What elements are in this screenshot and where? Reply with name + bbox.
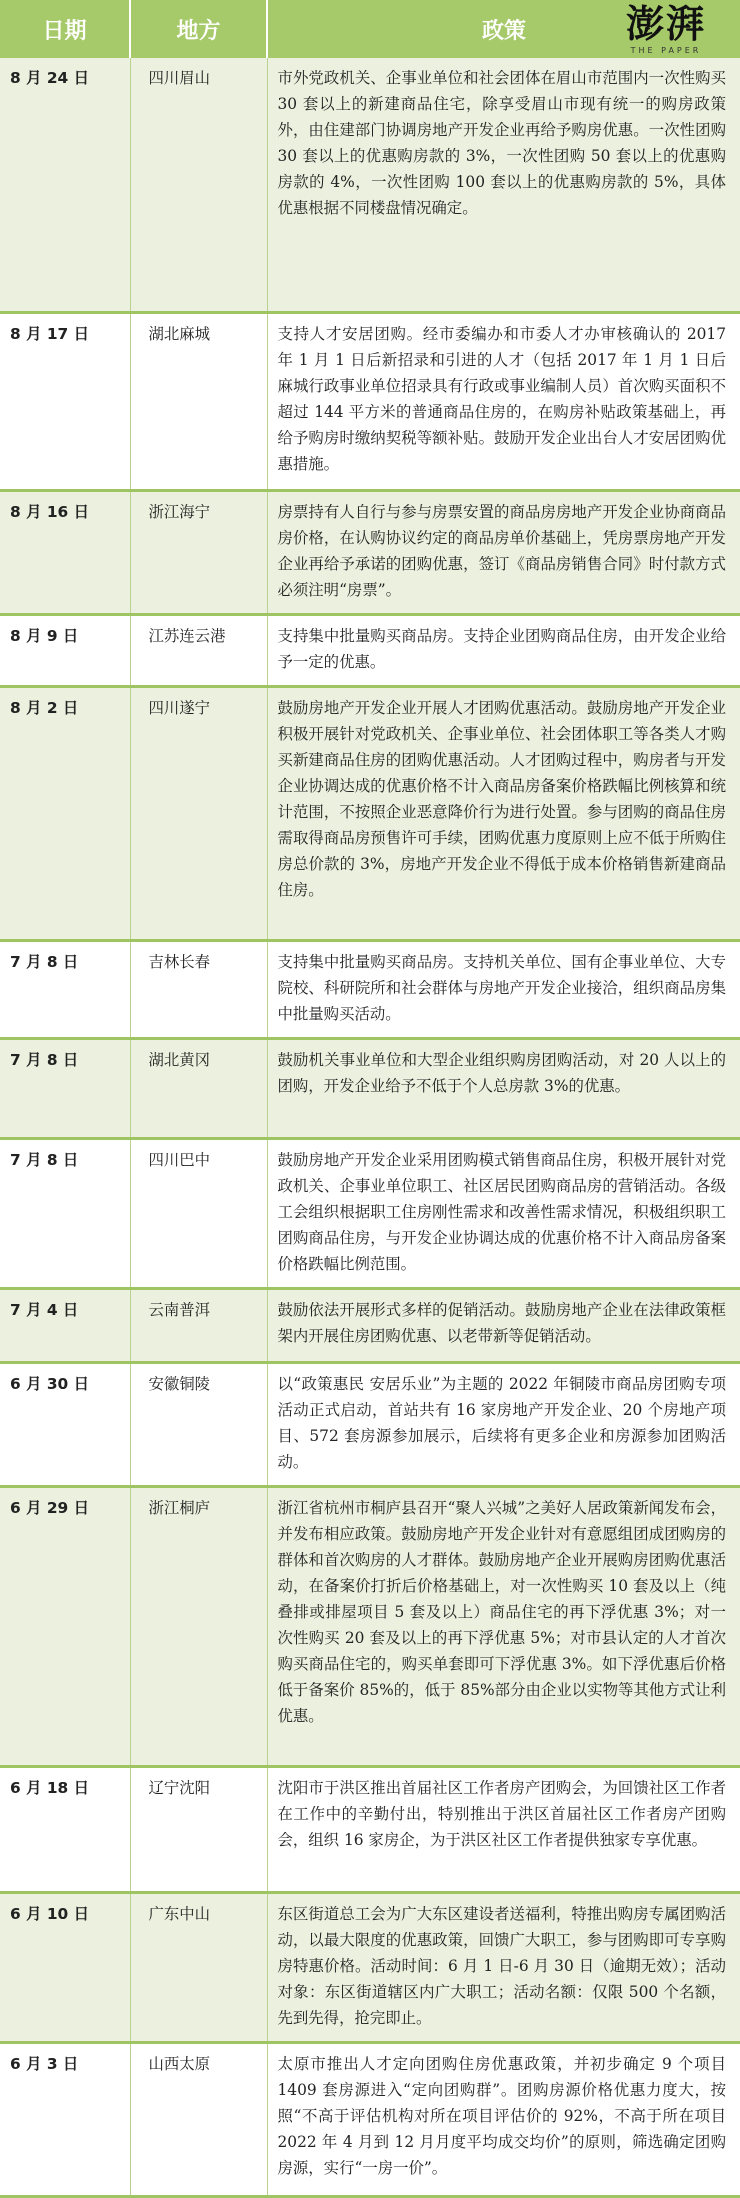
table-row: [0, 1288, 740, 1362]
thepaper-logo: [600, 2, 732, 58]
row-place: 辽宁沈阳: [130, 1766, 267, 1892]
row-policy: 支持人才安居团购。经市委编办和市委人才办审核确认的 2017 年 1 月 1 日后新招录和引进的人才（包括 2017 年 1 月 1 日后麻城行政事业单位招录具有行政或事业编制人员）首次购买面积不超过 144 平方米的普通商品住房的，在购房补贴政策基础上，再给予购房时缴纳契税等额补贴。鼓励开发企业出台人才安居团购优惠措施。: [267, 312, 740, 490]
logo-wordmark: 澎湃: [625, 1, 706, 46]
row-policy: 市外党政机关、企事业单位和社会团体在眉山市范围内一次性购买 30 套以上的新建商品住宅，除享受眉山市现有统一的购房政策外，由住建部门协调房地产开发企业再给予购房优惠。一次性团购 30 套以上的优惠购房款的 3%，一次性团购 50 套以上的优惠购房款的 4%，一次性团购 100 套以上的优惠购房款的 5%，具体优惠根据不同楼盘情况确定。: [267, 58, 740, 312]
table-row: [0, 1362, 740, 1486]
table-row: [0, 1486, 740, 1766]
row-place: 湖北黄冈: [130, 1038, 267, 1138]
row-policy: 鼓励房地产开发企业开展人才团购优惠活动。鼓励房地产开发企业积极开展针对党政机关、企事业单位、社会团体职工等各类人才购买新建商品住房的团购优惠活动。人才团购过程中，购房者与开发企业协调达成的优惠价格不计入商品房备案价格跌幅比例核算和统计范围，不按照企业恶意降价行为进行处置。参与团购的商品住房需取得商品房预售许可手续，团购优惠力度原则上应不低于所购住房总价款的 3%，房地产开发企业不得低于成本价格销售新建商品住房。: [267, 686, 740, 940]
row-policy: 浙江省杭州市桐庐县召开“聚人兴城”之美好人居政策新闻发布会，并发布相应政策。鼓励房地产开发企业针对有意愿组团成团购房的群体和首次购房的人才群体。鼓励房地产企业开展购房团购优惠活动，在备案价打折后价格基础上，对一次性购买 10 套及以上（纯叠排或排屋项目 5 套及以上）商品住宅的再下浮优惠 3%；对一次性购买 20 套及以上的再下浮优惠 5%；对市县认定的人才首次购买商品住宅的，购买单套即可下浮优惠 3%。如下浮优惠后价格低于备案价 85%的，低于 85%部分由企业以实物等其他方式让利优惠。: [267, 1486, 740, 1766]
row-date: 8 月 24 日: [0, 58, 130, 312]
row-place: 吉林长春: [130, 940, 267, 1038]
table-row: [0, 1138, 740, 1288]
row-date: 7 月 4 日: [0, 1288, 130, 1362]
row-date: 8 月 16 日: [0, 490, 130, 614]
header-policy: 政策: [267, 0, 740, 58]
table-row: [0, 1038, 740, 1138]
header-date: 日期: [0, 0, 130, 58]
row-policy: 鼓励机关事业单位和大型企业组织购房团购活动，对 20 人以上的团购，开发企业给予不低于个人总房款 3%的优惠。: [267, 1038, 740, 1138]
table-row: [0, 614, 740, 686]
row-date: 6 月 30 日: [0, 1362, 130, 1486]
row-place: 安徽铜陵: [130, 1362, 267, 1486]
row-place: 浙江海宁: [130, 490, 267, 614]
table-row: [0, 1766, 740, 1892]
row-place: 云南普洱: [130, 1288, 267, 1362]
row-place: 江苏连云港: [130, 614, 267, 686]
table-row: [0, 940, 740, 1038]
table-row: [0, 490, 740, 614]
row-policy: 鼓励房地产开发企业采用团购模式销售商品住房，积极开展针对党政机关、企事业单位职工、社区居民团购商品房的营销活动。各级工会组织根据职工住房刚性需求和改善性需求情况，积极组织职工团购商品住房，与开发企业协调达成的优惠价格不计入商品房备案价格跌幅比例范围。: [267, 1138, 740, 1288]
row-place: 四川巴中: [130, 1138, 267, 1288]
row-policy: 太原市推出人才定向团购住房优惠政策，并初步确定 9 个项目 1409 套房源进入“定向团购群”。团购房源价格优惠力度大，按照“不高于评估机构对所在项目评估价的 92%，不高于所在项目 2022 年 4 月到 12 月月度平均成交均价”的原则，筛选确定团购房源，实行“一房一价”。: [267, 2042, 740, 2196]
row-policy: 鼓励依法开展形式多样的促销活动。鼓励房地产企业在法律政策框架内开展住房团购优惠、以老带新等促销活动。: [267, 1288, 740, 1362]
row-date: 6 月 3 日: [0, 2042, 130, 2196]
row-date: 6 月 10 日: [0, 1892, 130, 2042]
logo-subtitle: THE PAPER: [630, 46, 702, 55]
row-date: 8 月 17 日: [0, 312, 130, 490]
row-policy: 以“政策惠民 安居乐业”为主题的 2022 年铜陵市商品房团购专项活动正式启动，首站共有 16 家房地产开发企业、20 个房地产项目、572 套房源参加展示，后续将有更多企业和房源参加团购活动。: [267, 1362, 740, 1486]
row-date: 7 月 8 日: [0, 940, 130, 1038]
table-row: [0, 312, 740, 490]
row-place: 浙江桐庐: [130, 1486, 267, 1766]
row-date: 8 月 9 日: [0, 614, 130, 686]
table-row: [0, 1892, 740, 2042]
table-row: [0, 2042, 740, 2196]
row-policy: 沈阳市于洪区推出首届社区工作者房产团购会，为回馈社区工作者在工作中的辛勤付出，特别推出于洪区首届社区工作者房产团购会，组织 16 家房企，为于洪区社区工作者提供独家专享优惠。: [267, 1766, 740, 1892]
row-policy: 支持集中批量购买商品房。支持机关单位、国有企事业单位、大专院校、科研院所和社会群体与房地产开发企业接洽，组织商品房集中批量购买活动。: [267, 940, 740, 1038]
row-place: 四川遂宁: [130, 686, 267, 940]
row-date: 6 月 18 日: [0, 1766, 130, 1892]
row-place: 广东中山: [130, 1892, 267, 2042]
table-row: [0, 686, 740, 940]
row-policy: 东区街道总工会为广大东区建设者送福利，特推出购房专属团购活动，以最大限度的优惠政策，回馈广大职工，参与团购即可专享购房特惠价格。活动时间：6 月 1 日-6 月 30 日（逾期无效）；活动对象：东区街道辖区内广大职工；活动名额：仅限 500 个名额，先到先得，抢完即止。: [267, 1892, 740, 2042]
row-policy: 房票持有人自行与参与房票安置的商品房房地产开发企业协商商品房价格，在认购协议约定的商品房单价基础上，凭房票房地产开发企业再给予承诺的团购优惠，签订《商品房销售合同》时付款方式必须注明“房票”。: [267, 490, 740, 614]
row-place: 湖北麻城: [130, 312, 267, 490]
table-row: [0, 58, 740, 312]
header-place: 地方: [130, 0, 267, 58]
row-date: 7 月 8 日: [0, 1138, 130, 1288]
row-policy: 支持集中批量购买商品房。支持企业团购商品住房，由开发企业给予一定的优惠。: [267, 614, 740, 686]
row-place: 四川眉山: [130, 58, 267, 312]
row-place: 山西太原: [130, 2042, 267, 2196]
row-date: 6 月 29 日: [0, 1486, 130, 1766]
row-date: 7 月 8 日: [0, 1038, 130, 1138]
row-date: 8 月 2 日: [0, 686, 130, 940]
